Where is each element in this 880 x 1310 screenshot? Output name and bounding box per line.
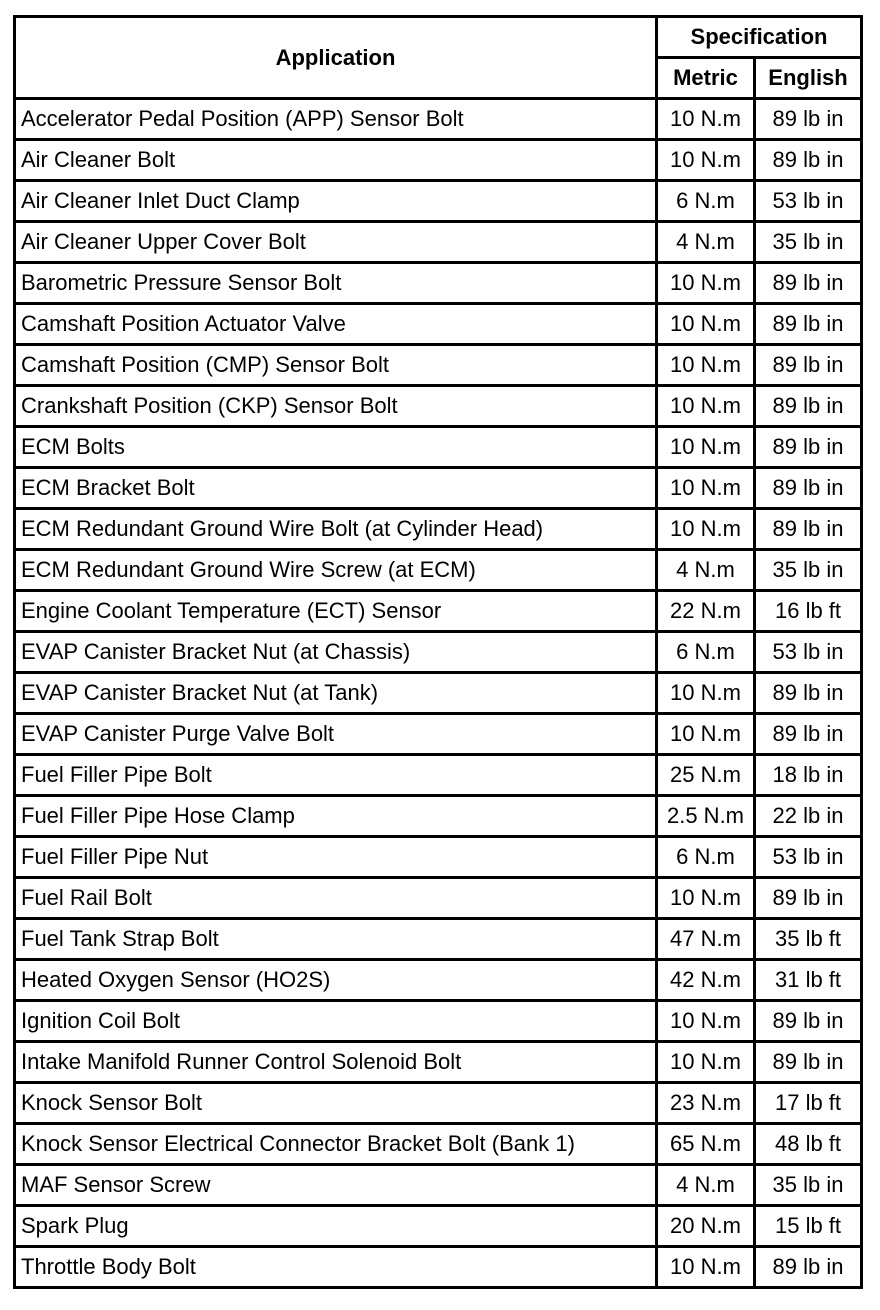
metric-value-cell: 2.5 N.m — [657, 796, 755, 837]
application-cell: Air Cleaner Upper Cover Bolt — [15, 222, 657, 263]
english-value-cell: 89 lb in — [755, 304, 862, 345]
application-cell: Camshaft Position Actuator Valve — [15, 304, 657, 345]
table-row — [15, 755, 862, 796]
metric-value-cell: 10 N.m — [657, 878, 755, 919]
header-row — [15, 17, 862, 58]
metric-value-cell: 10 N.m — [657, 1247, 755, 1288]
application-column-header: Application — [15, 17, 657, 99]
metric-value-cell: 25 N.m — [657, 755, 755, 796]
application-cell: Air Cleaner Bolt — [15, 140, 657, 181]
application-cell: Engine Coolant Temperature (ECT) Sensor — [15, 591, 657, 632]
table-row — [15, 919, 862, 960]
application-cell: EVAP Canister Bracket Nut (at Tank) — [15, 673, 657, 714]
table-row — [15, 345, 862, 386]
table-row — [15, 222, 862, 263]
english-value-cell: 53 lb in — [755, 837, 862, 878]
metric-value-cell: 10 N.m — [657, 1042, 755, 1083]
table-row — [15, 632, 862, 673]
table-row — [15, 591, 862, 632]
application-cell: EVAP Canister Purge Valve Bolt — [15, 714, 657, 755]
metric-value-cell: 42 N.m — [657, 960, 755, 1001]
metric-value-cell: 47 N.m — [657, 919, 755, 960]
torque-spec-table — [13, 15, 863, 1289]
metric-value-cell: 10 N.m — [657, 1001, 755, 1042]
application-cell: Fuel Filler Pipe Nut — [15, 837, 657, 878]
english-value-cell: 89 lb in — [755, 140, 862, 181]
english-value-cell: 89 lb in — [755, 673, 862, 714]
english-value-cell: 35 lb in — [755, 222, 862, 263]
application-cell: Accelerator Pedal Position (APP) Sensor Bolt — [15, 99, 657, 140]
metric-value-cell: 4 N.m — [657, 1165, 755, 1206]
table-header — [15, 17, 862, 99]
english-value-cell: 17 lb ft — [755, 1083, 862, 1124]
english-value-cell: 89 lb in — [755, 345, 862, 386]
table-row — [15, 468, 862, 509]
metric-column-header: Metric — [657, 58, 755, 99]
table-row — [15, 714, 862, 755]
metric-value-cell: 10 N.m — [657, 263, 755, 304]
table-row — [15, 304, 862, 345]
english-value-cell: 48 lb ft — [755, 1124, 862, 1165]
application-cell: Ignition Coil Bolt — [15, 1001, 657, 1042]
metric-value-cell: 23 N.m — [657, 1083, 755, 1124]
application-cell: Fuel Filler Pipe Bolt — [15, 755, 657, 796]
application-cell: ECM Bracket Bolt — [15, 468, 657, 509]
table-row — [15, 386, 862, 427]
metric-value-cell: 10 N.m — [657, 386, 755, 427]
metric-value-cell: 10 N.m — [657, 99, 755, 140]
table-row — [15, 1042, 862, 1083]
application-cell: Throttle Body Bolt — [15, 1247, 657, 1288]
metric-value-cell: 10 N.m — [657, 140, 755, 181]
english-value-cell: 89 lb in — [755, 468, 862, 509]
metric-value-cell: 6 N.m — [657, 181, 755, 222]
metric-value-cell: 4 N.m — [657, 222, 755, 263]
metric-value-cell: 6 N.m — [657, 632, 755, 673]
english-value-cell: 53 lb in — [755, 181, 862, 222]
application-cell: Spark Plug — [15, 1206, 657, 1247]
english-value-cell: 15 lb ft — [755, 1206, 862, 1247]
application-cell: Camshaft Position (CMP) Sensor Bolt — [15, 345, 657, 386]
table-row — [15, 1206, 862, 1247]
english-value-cell: 35 lb ft — [755, 919, 862, 960]
english-value-cell: 35 lb in — [755, 1165, 862, 1206]
application-cell: MAF Sensor Screw — [15, 1165, 657, 1206]
table-row — [15, 427, 862, 468]
table-row — [15, 550, 862, 591]
table-row — [15, 99, 862, 140]
application-cell: Fuel Rail Bolt — [15, 878, 657, 919]
table-row — [15, 1001, 862, 1042]
table-body — [15, 99, 862, 1288]
table-row — [15, 140, 862, 181]
english-value-cell: 89 lb in — [755, 509, 862, 550]
english-value-cell: 18 lb in — [755, 755, 862, 796]
table-row — [15, 1247, 862, 1288]
english-value-cell: 89 lb in — [755, 1042, 862, 1083]
table-row — [15, 796, 862, 837]
english-column-header: English — [755, 58, 862, 99]
english-value-cell: 31 lb ft — [755, 960, 862, 1001]
metric-value-cell: 10 N.m — [657, 673, 755, 714]
table-row — [15, 1124, 862, 1165]
table-row — [15, 509, 862, 550]
specification-column-header: Specification — [657, 17, 862, 58]
metric-value-cell: 10 N.m — [657, 714, 755, 755]
application-cell: ECM Redundant Ground Wire Screw (at ECM) — [15, 550, 657, 591]
metric-value-cell: 20 N.m — [657, 1206, 755, 1247]
english-value-cell: 89 lb in — [755, 878, 862, 919]
metric-value-cell: 10 N.m — [657, 345, 755, 386]
application-cell: Heated Oxygen Sensor (HO2S) — [15, 960, 657, 1001]
application-cell: ECM Redundant Ground Wire Bolt (at Cylinder Head) — [15, 509, 657, 550]
table-row — [15, 263, 862, 304]
application-cell: EVAP Canister Bracket Nut (at Chassis) — [15, 632, 657, 673]
application-cell: Crankshaft Position (CKP) Sensor Bolt — [15, 386, 657, 427]
table-row — [15, 837, 862, 878]
metric-value-cell: 10 N.m — [657, 509, 755, 550]
english-value-cell: 89 lb in — [755, 427, 862, 468]
english-value-cell: 22 lb in — [755, 796, 862, 837]
table-row — [15, 181, 862, 222]
table-row — [15, 1083, 862, 1124]
metric-value-cell: 22 N.m — [657, 591, 755, 632]
metric-value-cell: 10 N.m — [657, 304, 755, 345]
english-value-cell: 89 lb in — [755, 714, 862, 755]
application-cell: Air Cleaner Inlet Duct Clamp — [15, 181, 657, 222]
english-value-cell: 89 lb in — [755, 1001, 862, 1042]
application-cell: ECM Bolts — [15, 427, 657, 468]
application-cell: Intake Manifold Runner Control Solenoid Bolt — [15, 1042, 657, 1083]
application-cell: Knock Sensor Bolt — [15, 1083, 657, 1124]
english-value-cell: 89 lb in — [755, 263, 862, 304]
application-cell: Knock Sensor Electrical Connector Bracket Bolt (Bank 1) — [15, 1124, 657, 1165]
table-row — [15, 960, 862, 1001]
table-row — [15, 673, 862, 714]
metric-value-cell: 6 N.m — [657, 837, 755, 878]
table-row — [15, 1165, 862, 1206]
english-value-cell: 89 lb in — [755, 99, 862, 140]
application-cell: Barometric Pressure Sensor Bolt — [15, 263, 657, 304]
metric-value-cell: 10 N.m — [657, 468, 755, 509]
metric-value-cell: 10 N.m — [657, 427, 755, 468]
metric-value-cell: 4 N.m — [657, 550, 755, 591]
english-value-cell: 89 lb in — [755, 386, 862, 427]
application-cell: Fuel Filler Pipe Hose Clamp — [15, 796, 657, 837]
metric-value-cell: 65 N.m — [657, 1124, 755, 1165]
english-value-cell: 53 lb in — [755, 632, 862, 673]
english-value-cell: 89 lb in — [755, 1247, 862, 1288]
english-value-cell: 16 lb ft — [755, 591, 862, 632]
table-row — [15, 878, 862, 919]
application-cell: Fuel Tank Strap Bolt — [15, 919, 657, 960]
english-value-cell: 35 lb in — [755, 550, 862, 591]
